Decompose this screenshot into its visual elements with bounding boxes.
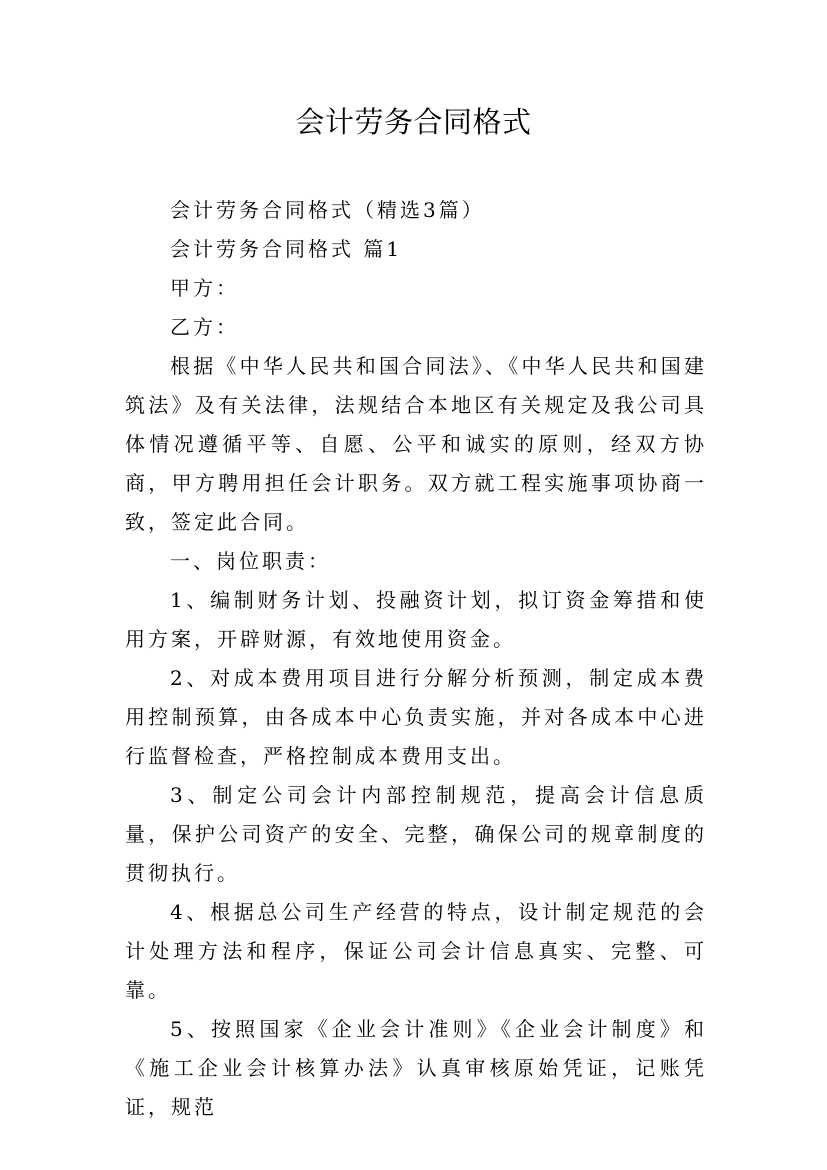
document-body <box>125 191 707 1127</box>
paragraph-duty-4: 4、根据总公司生产经营的特点，设计制定规范的会计处理方法和程序，保证公司会计信息真实、完整、可靠。 <box>125 900 707 1002</box>
paragraph-party-b: 乙方： <box>170 315 239 339</box>
paragraph-preamble: 根据《中华人民共和国合同法》、《中华人民共和国建筑法》及有关法律，法规结合本地区有关规定及我公司具体情况遵循平等、自愿、公平和诚实的原则，经双方协商，甲方聘用担任会计职务。双方就工程实施事项协商一致，签定此合同。 <box>125 354 707 534</box>
document-title: 会计劳务合同格式 <box>295 105 532 139</box>
paragraph-section-duties: 一、岗位职责： <box>170 549 331 573</box>
paragraph-party-a: 甲方： <box>170 276 239 300</box>
paragraph-duty-1: 1、编制财务计划、投融资计划，拟订资金筹措和使用方案，开辟财源，有效地使用资金。 <box>125 588 707 651</box>
paragraph-duty-5: 5、按照国家《企业会计准则》《企业会计制度》和《施工企业会计核算办法》认真审核原始凭证，记账凭证，规范 <box>125 1017 707 1119</box>
paragraph-article-heading: 会计劳务合同格式 篇1 <box>170 237 403 261</box>
paragraph-duty-3: 3、制定公司会计内部控制规范，提高会计信息质量，保护公司资产的安全、完整，确保公司的规章制度的贯彻执行。 <box>125 783 707 885</box>
paragraph-duty-2: 2、对成本费用项目进行分解分析预测，制定成本费用控制预算，由各成本中心负责实施，并对各成本中心进行监督检查，严格控制成本费用支出。 <box>125 666 707 768</box>
paragraph-collection-title: 会计劳务合同格式（精选3篇） <box>170 198 485 222</box>
